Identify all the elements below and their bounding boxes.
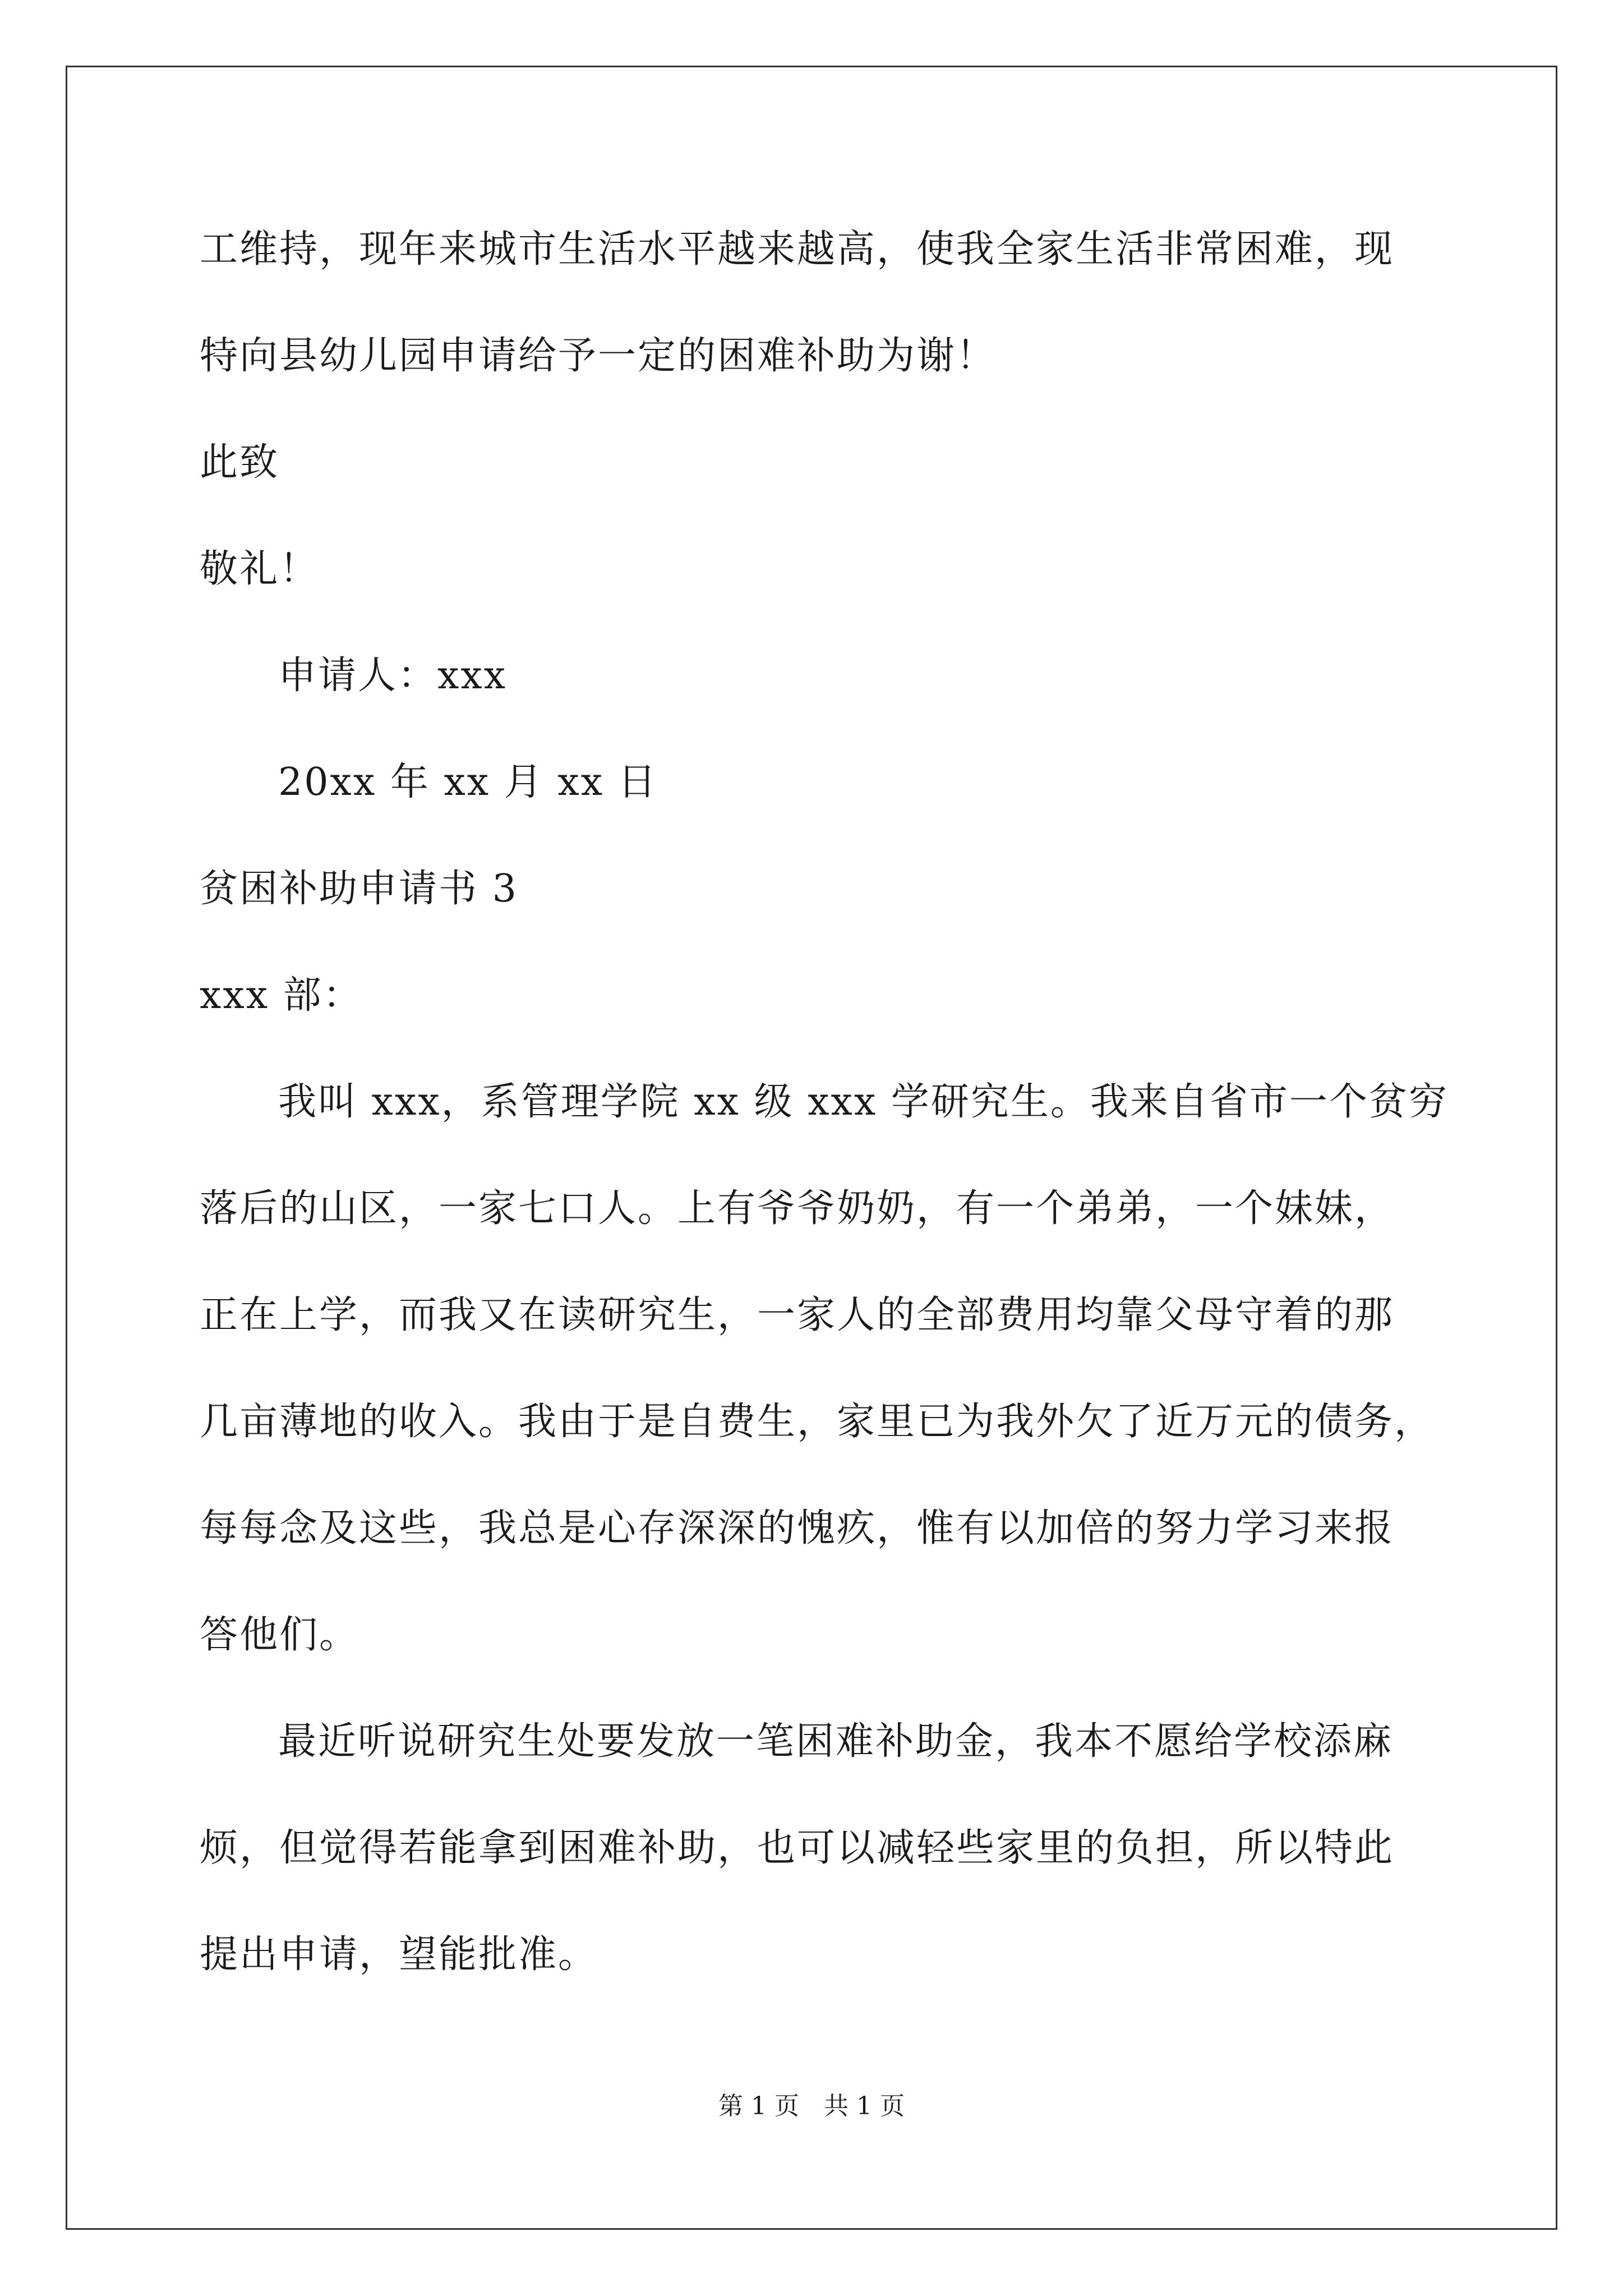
page-border	[66, 66, 1557, 2230]
body-line: 落后的山区，一家七口人。上有爷爷奶奶，有一个弟弟，一个妹妹，	[200, 1186, 1395, 1231]
body-line: 正在上学，而我又在读研究生，一家人的全部费用均靠父母守着的那	[200, 1293, 1395, 1337]
body-line: 我叫 xxx，系管理学院 xx 级 xxx 学研究生。我来自省市一个贫穷	[278, 1080, 1449, 1124]
closing-respect: 敬礼！	[200, 547, 320, 591]
body-line: 提出申请，望能批准。	[200, 1932, 598, 1977]
section-title: 贫困补助申请书 3	[200, 867, 518, 911]
body-line: 特向县幼儿园申请给予一定的困难补助为谢！	[200, 334, 997, 378]
addressee: xxx 部：	[200, 973, 363, 1018]
applicant-signature: 申请人：xxx	[278, 654, 508, 698]
body-line: 答他们。	[200, 1613, 359, 1657]
body-line: 几亩薄地的收入。我由于是自费生，家里已为我外欠了近万元的债务，	[200, 1400, 1435, 1444]
body-line: 工维持，现年来城市生活水平越来越高，使我全家生活非常困难，现	[200, 227, 1395, 272]
closing-salutation: 此致	[200, 440, 280, 485]
application-date: 20xx 年 xx 月 xx 日	[278, 760, 658, 804]
body-line: 最近听说研究生处要发放一笔困难补助金，我本不愿给学校添麻	[278, 1719, 1394, 1764]
body-line: 每每念及这些，我总是心存深深的愧疚，惟有以加倍的努力学习来报	[200, 1506, 1395, 1550]
page-number-footer: 第 1 页 共 1 页	[718, 2092, 905, 2120]
body-line: 烦，但觉得若能拿到困难补助，也可以减轻些家里的负担，所以特此	[200, 1826, 1395, 1870]
